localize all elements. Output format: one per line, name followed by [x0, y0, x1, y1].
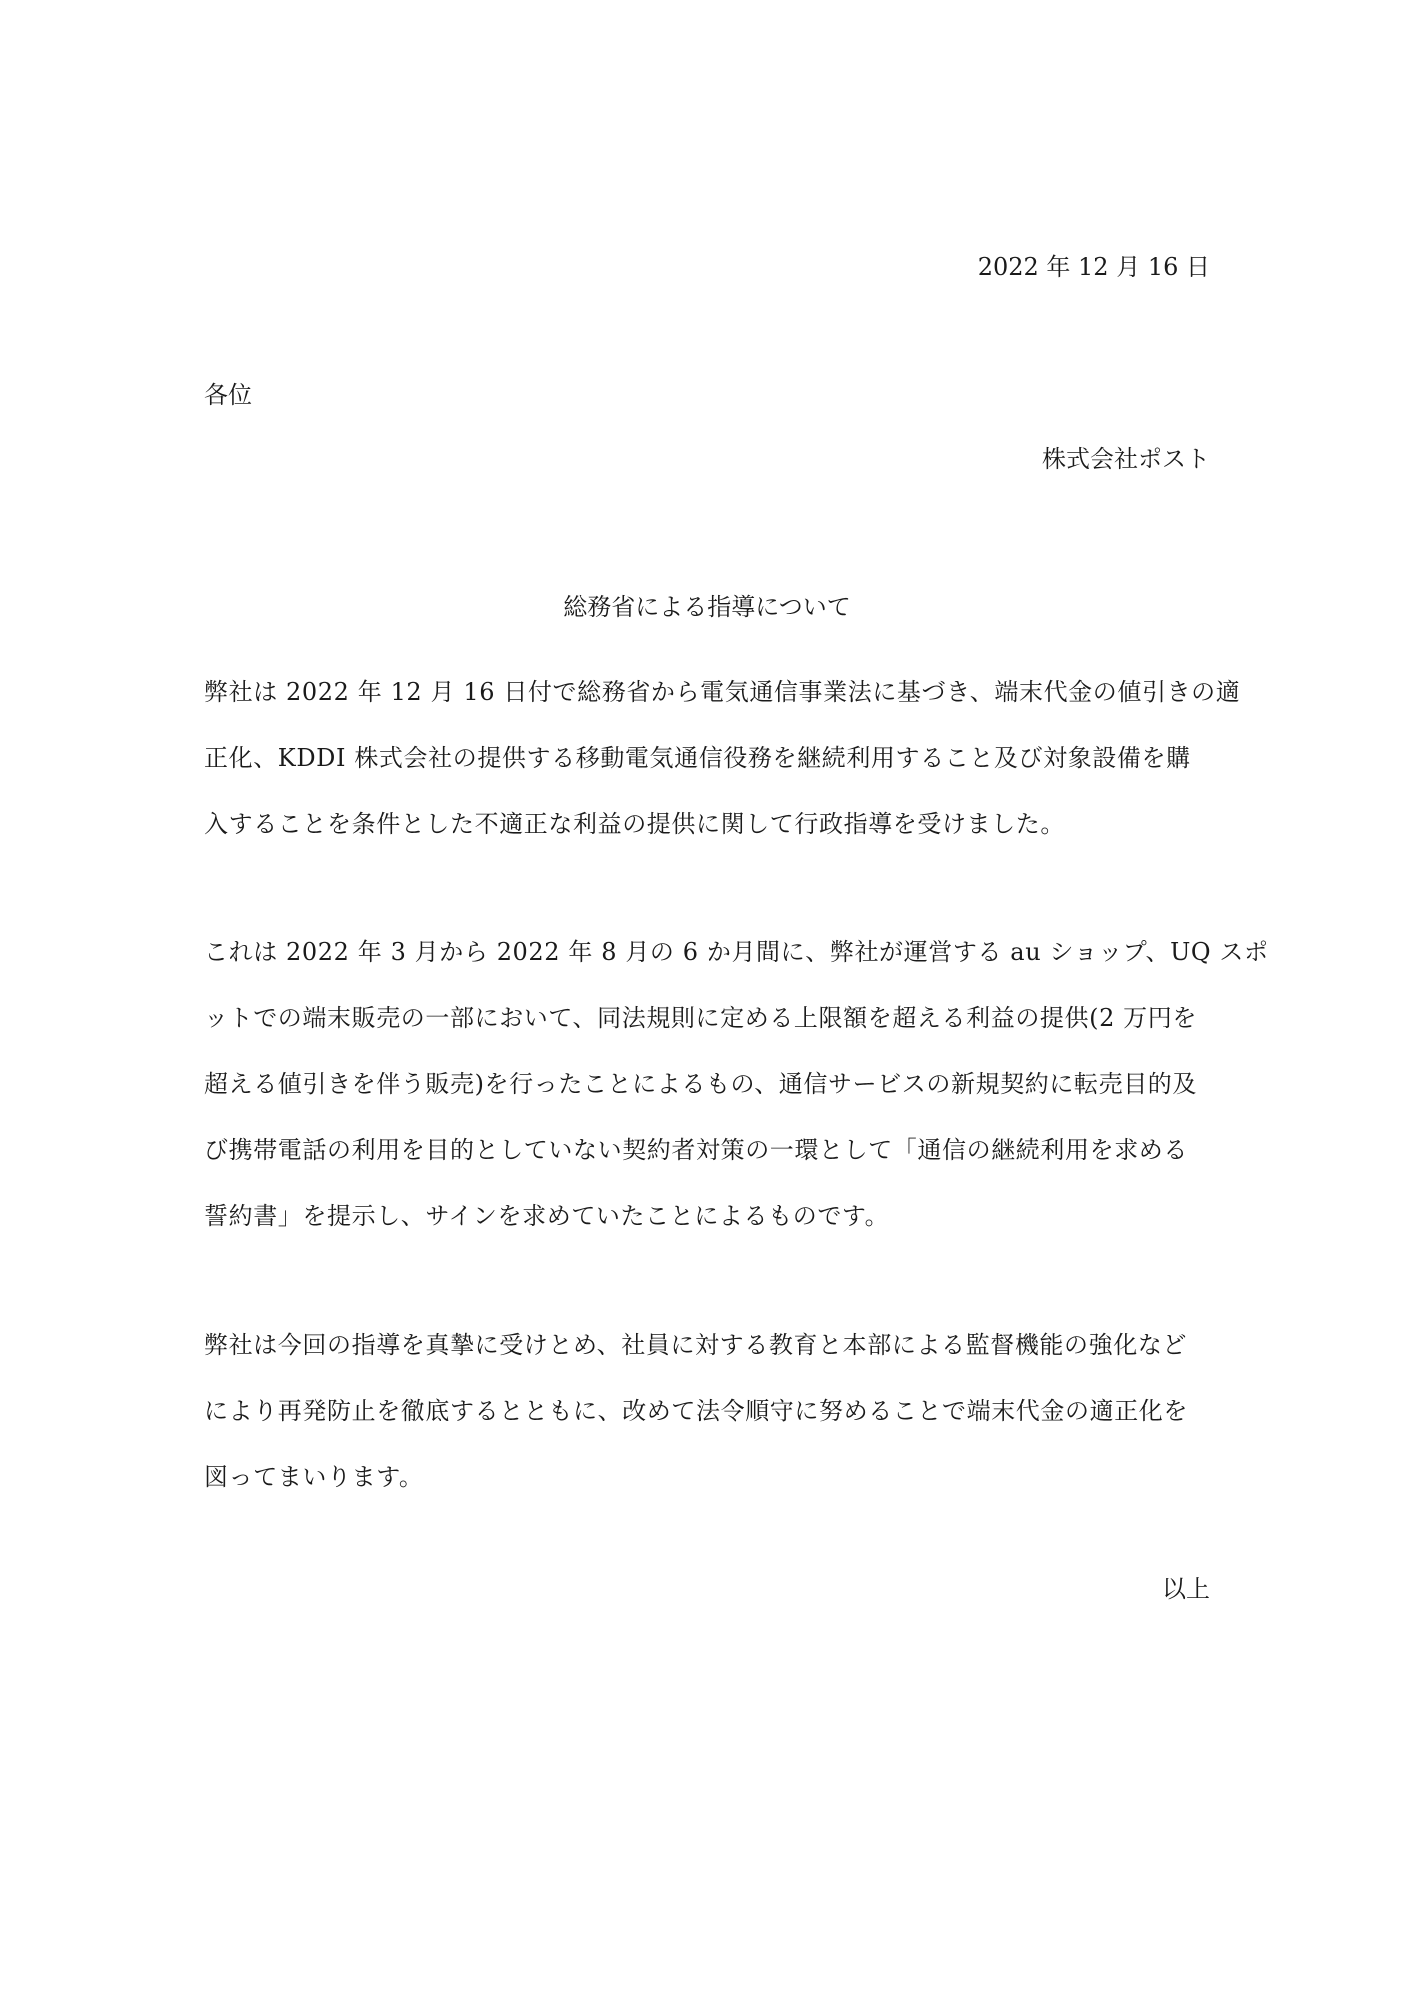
paragraph-line: 弊社は 2022 年 12 月 16 日付で総務省から電気通信事業法に基づき、端末代金の値引きの適: [204, 678, 1241, 706]
paragraph-line: 超える値引きを伴う販売)を行ったことによるもの、通信サービスの新規契約に転売目的及: [204, 1070, 1197, 1098]
sender-company: 株式会社ポスト: [1042, 445, 1210, 473]
paragraph-guidance-received: [204, 659, 1241, 857]
paragraph-line: により再発防止を徹底するとともに、改めて法令順守に努めることで端末代金の適正化を: [204, 1397, 1188, 1425]
addressee: 各位: [204, 381, 252, 409]
paragraph-line: これは 2022 年 3 月から 2022 年 8 月の 6 か月間に、弊社が運営する au ショップ、UQ スポ: [204, 938, 1269, 966]
document-date: 2022 年 12 月 16 日: [977, 253, 1210, 281]
paragraph-line: ットでの端末販売の一部において、同法規則に定める上限額を超える利益の提供(2 万円を: [204, 1004, 1197, 1032]
paragraph-line: 弊社は今回の指導を真摯に受けとめ、社員に対する教育と本部による監督機能の強化など: [204, 1331, 1188, 1359]
closing-mark: 以上: [1162, 1575, 1210, 1603]
paragraph-line: 図ってまいります。: [204, 1463, 424, 1491]
paragraph-line: び携帯電話の利用を目的としていない契約者対策の一環として「通信の継続利用を求める: [204, 1136, 1188, 1164]
paragraph-line: 入することを条件とした不適正な利益の提供に関して行政指導を受けました。: [204, 810, 1065, 838]
paragraph-line: 誓約書」を提示し、サインを求めていたことによるものです。: [204, 1202, 890, 1230]
paragraph-details: [204, 919, 1269, 1249]
paragraph-line: 正化、KDDI 株式会社の提供する移動電気通信役務を継続利用すること及び対象設備を購: [204, 744, 1191, 772]
paragraph-prevention-measures: [204, 1312, 1210, 1510]
document-title: 総務省による指導について: [563, 593, 851, 621]
